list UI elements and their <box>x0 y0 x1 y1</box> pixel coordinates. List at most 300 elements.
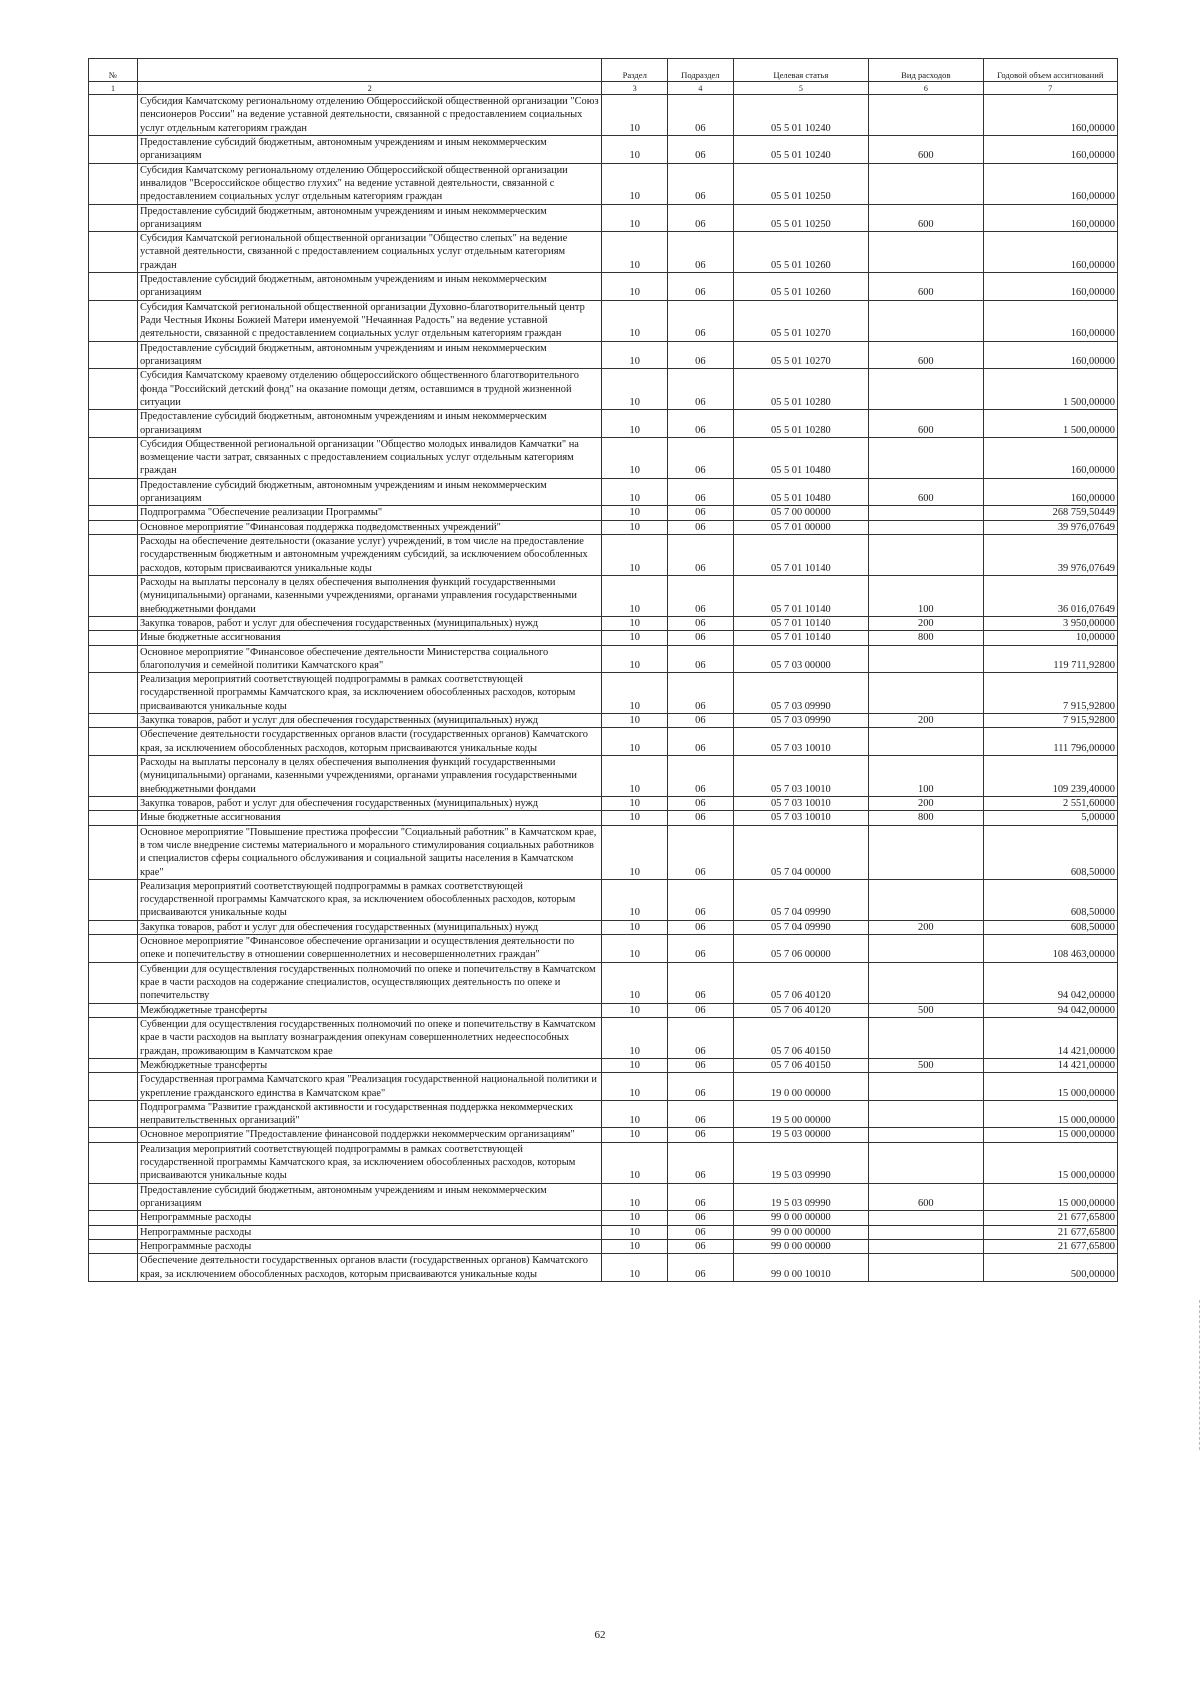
section-code-cell: 10 <box>602 673 668 714</box>
expense-type-cell <box>869 1225 984 1239</box>
expense-type-cell <box>869 95 984 136</box>
target-article-cell: 05 7 03 09990 <box>733 714 868 728</box>
subsection-code-cell: 06 <box>668 631 734 645</box>
expense-name-cell: Субсидия Камчатскому краевому отделению общероссийского общественного благотворительного фонда "Российский детский фонд" на оказание помощи детям, оставшимся в трудной жизненной ситуации <box>137 369 602 410</box>
amount-cell: 160,00000 <box>983 135 1117 163</box>
row-number-cell <box>89 1183 138 1211</box>
subsection-code-cell: 06 <box>668 1003 734 1017</box>
row-number-cell <box>89 645 138 673</box>
subsection-code-cell: 06 <box>668 1239 734 1253</box>
subsection-code-cell: 06 <box>668 437 734 478</box>
table-row <box>89 811 1118 825</box>
table-row <box>89 1254 1118 1282</box>
amount-cell: 94 042,00000 <box>983 962 1117 1003</box>
section-code-cell: 10 <box>602 135 668 163</box>
amount-cell: 15 000,00000 <box>983 1073 1117 1101</box>
amount-cell: 109 239,40000 <box>983 756 1117 797</box>
amount-cell: 160,00000 <box>983 300 1117 341</box>
expense-type-cell: 200 <box>869 796 984 810</box>
row-number-cell <box>89 631 138 645</box>
row-number-cell <box>89 369 138 410</box>
amount-cell: 15 000,00000 <box>983 1142 1117 1183</box>
table-row <box>89 616 1118 630</box>
table-row <box>89 341 1118 369</box>
target-article-cell: 05 7 03 10010 <box>733 756 868 797</box>
subsection-code-cell: 06 <box>668 1058 734 1072</box>
target-article-cell: 05 7 01 10140 <box>733 631 868 645</box>
row-number-cell <box>89 796 138 810</box>
row-number-cell <box>89 673 138 714</box>
table-row <box>89 920 1118 934</box>
table-row <box>89 673 1118 714</box>
expense-name-cell: Закупка товаров, работ и услуг для обеспечения государственных (муниципальных) нужд <box>137 616 602 630</box>
expense-type-cell <box>869 1254 984 1282</box>
target-article-cell: 05 7 01 10140 <box>733 616 868 630</box>
section-code-cell: 10 <box>602 410 668 438</box>
table-row <box>89 1225 1118 1239</box>
table-row <box>89 1183 1118 1211</box>
subsection-code-cell: 06 <box>668 300 734 341</box>
index-cell: 6 <box>869 82 984 95</box>
amount-cell: 10,00000 <box>983 631 1117 645</box>
table-row <box>89 935 1118 963</box>
row-number-cell <box>89 728 138 756</box>
expense-name-cell: Расходы на обеспечение деятельности (оказание услуг) учреждений, в том числе на предоставление государственным бюджетным и автономным учреждениям субсидий, за исключением обособленных расходов, которым присваиваются уникальные коды <box>137 535 602 576</box>
subsection-code-cell: 06 <box>668 575 734 616</box>
row-number-cell <box>89 300 138 341</box>
table-row <box>89 575 1118 616</box>
expense-name-cell: Основное мероприятие "Предоставление финансовой поддержки некоммерческим организациям" <box>137 1128 602 1142</box>
amount-cell: 14 421,00000 <box>983 1058 1117 1072</box>
table-row <box>89 204 1118 232</box>
expense-name-cell: Субсидия Камчатскому региональному отделению Общероссийской общественной организации "Союз пенсионеров России" на ведение уставной деятельности, связанной с предоставлением социальных услуг отдельным категориям граждан <box>137 95 602 136</box>
row-number-cell <box>89 616 138 630</box>
expense-name-cell: Предоставление субсидий бюджетным, автономным учреждениям и иным некоммерческим организациям <box>137 135 602 163</box>
amount-cell: 39 976,07649 <box>983 535 1117 576</box>
budget-table <box>88 58 1118 1282</box>
target-article-cell: 05 7 06 40120 <box>733 1003 868 1017</box>
amount-cell: 608,50000 <box>983 825 1117 879</box>
expense-name-cell: Предоставление субсидий бюджетным, автономным учреждениям и иным некоммерческим организациям <box>137 204 602 232</box>
target-article-cell: 05 5 01 10260 <box>733 273 868 301</box>
amount-cell: 1 500,00000 <box>983 410 1117 438</box>
expense-type-cell <box>869 673 984 714</box>
section-code-cell: 10 <box>602 714 668 728</box>
target-article-cell: 05 5 01 10240 <box>733 95 868 136</box>
target-article-cell: 05 7 04 09990 <box>733 920 868 934</box>
amount-cell: 160,00000 <box>983 204 1117 232</box>
budget-table-page <box>88 58 1118 1282</box>
subsection-code-cell: 06 <box>668 1142 734 1183</box>
expense-type-cell: 600 <box>869 341 984 369</box>
section-code-cell: 10 <box>602 728 668 756</box>
section-code-cell: 10 <box>602 1017 668 1058</box>
page-number: 62 <box>594 1629 606 1641</box>
section-code-cell: 10 <box>602 575 668 616</box>
expense-name-cell: Иные бюджетные ассигнования <box>137 811 602 825</box>
target-article-cell: 05 7 01 10140 <box>733 535 868 576</box>
subsection-code-cell: 06 <box>668 935 734 963</box>
table-row <box>89 520 1118 534</box>
section-code-cell: 10 <box>602 811 668 825</box>
row-number-cell <box>89 437 138 478</box>
table-row <box>89 1003 1118 1017</box>
section-code-cell: 10 <box>602 631 668 645</box>
amount-cell: 21 677,65800 <box>983 1239 1117 1253</box>
expense-type-cell <box>869 1017 984 1058</box>
expense-type-cell <box>869 437 984 478</box>
subsection-code-cell: 06 <box>668 410 734 438</box>
amount-cell: 160,00000 <box>983 478 1117 506</box>
subsection-code-cell: 06 <box>668 204 734 232</box>
section-code-cell: 10 <box>602 163 668 204</box>
expense-type-cell <box>869 825 984 879</box>
amount-cell: 108 463,00000 <box>983 935 1117 963</box>
section-code-cell: 10 <box>602 1183 668 1211</box>
amount-cell: 21 677,65800 <box>983 1211 1117 1225</box>
row-number-cell <box>89 1225 138 1239</box>
row-number-cell <box>89 1017 138 1058</box>
table-row <box>89 1100 1118 1128</box>
expense-type-cell <box>869 1211 984 1225</box>
expense-name-cell: Непрограммные расходы <box>137 1225 602 1239</box>
target-article-cell: 05 5 01 10250 <box>733 163 868 204</box>
expense-type-cell: 600 <box>869 478 984 506</box>
expense-type-cell: 600 <box>869 1183 984 1211</box>
expense-type-cell: 200 <box>869 920 984 934</box>
expense-name-cell: Субсидия Камчатскому региональному отделению Общероссийской общественной организации инвалидов "Всероссийское общество глухих" на ведение уставной деятельности, связанной с предоставлением социальных услуг отдельным категориям граждан <box>137 163 602 204</box>
target-article-cell: 05 5 01 10260 <box>733 232 868 273</box>
section-code-cell: 10 <box>602 756 668 797</box>
section-code-cell: 10 <box>602 1073 668 1101</box>
subsection-code-cell: 06 <box>668 520 734 534</box>
expense-type-cell <box>869 1100 984 1128</box>
section-code-cell: 10 <box>602 1100 668 1128</box>
amount-cell: 39 976,07649 <box>983 520 1117 534</box>
target-article-cell: 19 5 03 09990 <box>733 1142 868 1183</box>
expense-type-cell: 100 <box>869 575 984 616</box>
row-number-cell <box>89 506 138 520</box>
table-row <box>89 1073 1118 1101</box>
expense-type-cell <box>869 232 984 273</box>
target-article-cell: 99 0 00 00000 <box>733 1225 868 1239</box>
table-index-row <box>89 82 1118 95</box>
expense-type-cell <box>869 1073 984 1101</box>
expense-name-cell: Основное мероприятие "Финансовая поддержка подведомственных учреждений" <box>137 520 602 534</box>
section-code-cell: 10 <box>602 535 668 576</box>
section-code-cell: 10 <box>602 1142 668 1183</box>
expense-type-cell <box>869 935 984 963</box>
target-article-cell: 05 7 03 10010 <box>733 728 868 756</box>
subsection-code-cell: 06 <box>668 811 734 825</box>
section-code-cell: 10 <box>602 273 668 301</box>
subsection-code-cell: 06 <box>668 1183 734 1211</box>
section-code-cell: 10 <box>602 1239 668 1253</box>
row-number-cell <box>89 714 138 728</box>
section-code-cell: 10 <box>602 478 668 506</box>
header-section: Раздел <box>602 59 668 82</box>
expense-name-cell: Непрограммные расходы <box>137 1211 602 1225</box>
amount-cell: 160,00000 <box>983 341 1117 369</box>
target-article-cell: 05 7 03 09990 <box>733 673 868 714</box>
expense-name-cell: Реализация мероприятий соответствующей подпрограммы в рамках соответствующей государственной программы Камчатского края, за исключением обособленных расходов, которым присваиваются уникальные коды <box>137 879 602 920</box>
amount-cell: 15 000,00000 <box>983 1128 1117 1142</box>
expense-type-cell: 500 <box>869 1003 984 1017</box>
target-article-cell: 99 0 00 00000 <box>733 1211 868 1225</box>
target-article-cell: 19 5 00 00000 <box>733 1100 868 1128</box>
subsection-code-cell: 06 <box>668 369 734 410</box>
table-row <box>89 506 1118 520</box>
table-body <box>89 95 1118 1282</box>
section-code-cell: 10 <box>602 1211 668 1225</box>
table-row <box>89 1058 1118 1072</box>
subsection-code-cell: 06 <box>668 1017 734 1058</box>
expense-type-cell <box>869 728 984 756</box>
table-row <box>89 95 1118 136</box>
amount-cell: 500,00000 <box>983 1254 1117 1282</box>
table-row <box>89 796 1118 810</box>
target-article-cell: 05 5 01 10280 <box>733 410 868 438</box>
amount-cell: 7 915,92800 <box>983 714 1117 728</box>
header-number: № <box>89 59 138 82</box>
table-row <box>89 962 1118 1003</box>
section-code-cell: 10 <box>602 1254 668 1282</box>
amount-cell: 119 711,92800 <box>983 645 1117 673</box>
section-code-cell: 10 <box>602 1058 668 1072</box>
expense-name-cell: Государственная программа Камчатского края "Реализация государственной национальной политики и укрепление гражданского единства в Камчатском крае" <box>137 1073 602 1101</box>
row-number-cell <box>89 232 138 273</box>
table-row <box>89 1142 1118 1183</box>
expense-name-cell: Иные бюджетные ассигнования <box>137 631 602 645</box>
expense-type-cell <box>869 300 984 341</box>
row-number-cell <box>89 1003 138 1017</box>
table-row <box>89 163 1118 204</box>
subsection-code-cell: 06 <box>668 796 734 810</box>
section-code-cell: 10 <box>602 232 668 273</box>
expense-name-cell: Расходы на выплаты персоналу в целях обеспечения выполнения функций государственными (муниципальными) органами, казенными учреждениями, органами управления государственными внебюджетными фондами <box>137 756 602 797</box>
subsection-code-cell: 06 <box>668 616 734 630</box>
index-cell: 3 <box>602 82 668 95</box>
table-row <box>89 135 1118 163</box>
row-number-cell <box>89 1073 138 1101</box>
target-article-cell: 05 5 01 10240 <box>733 135 868 163</box>
row-number-cell <box>89 341 138 369</box>
target-article-cell: 05 7 04 00000 <box>733 825 868 879</box>
target-article-cell: 05 7 01 10140 <box>733 575 868 616</box>
expense-type-cell: 600 <box>869 204 984 232</box>
expense-type-cell <box>869 1239 984 1253</box>
expense-type-cell <box>869 645 984 673</box>
section-code-cell: 10 <box>602 920 668 934</box>
section-code-cell: 10 <box>602 825 668 879</box>
amount-cell: 160,00000 <box>983 232 1117 273</box>
section-code-cell: 10 <box>602 300 668 341</box>
expense-name-cell: Основное мероприятие "Финансовое обеспечение организации и осуществления деятельности по опеке и попечительству в отношении совершеннолетних и несовершеннолетних граждан" <box>137 935 602 963</box>
expense-name-cell: Подпрограмма "Развитие гражданской активности и государственная поддержка некоммерческих неправительственных организаций" <box>137 1100 602 1128</box>
index-cell: 7 <box>983 82 1117 95</box>
expense-type-cell: 600 <box>869 273 984 301</box>
subsection-code-cell: 06 <box>668 1254 734 1282</box>
subsection-code-cell: 06 <box>668 645 734 673</box>
target-article-cell: 05 7 06 40150 <box>733 1017 868 1058</box>
header-annual-amount: Годовой объем ассигнований <box>983 59 1117 82</box>
amount-cell: 111 796,00000 <box>983 728 1117 756</box>
section-code-cell: 10 <box>602 962 668 1003</box>
row-number-cell <box>89 1254 138 1282</box>
expense-type-cell <box>869 163 984 204</box>
expense-type-cell <box>869 1142 984 1183</box>
table-row <box>89 1128 1118 1142</box>
subsection-code-cell: 06 <box>668 232 734 273</box>
section-code-cell: 10 <box>602 95 668 136</box>
table-row <box>89 535 1118 576</box>
expense-name-cell: Предоставление субсидий бюджетным, автономным учреждениям и иным некоммерческим организациям <box>137 341 602 369</box>
row-number-cell <box>89 920 138 934</box>
expense-name-cell: Субвенции для осуществления государственных полномочий по опеке и попечительству в Камчатском крае в части расходов на содержание специалистов, осуществляющих деятельность по опеке и попечительству <box>137 962 602 1003</box>
subsection-code-cell: 06 <box>668 962 734 1003</box>
expense-name-cell: Расходы на выплаты персоналу в целях обеспечения выполнения функций государственными (муниципальными) органами, казенными учреждениями, органами управления государственными внебюджетными фондами <box>137 575 602 616</box>
expense-type-cell: 600 <box>869 410 984 438</box>
target-article-cell: 19 5 03 09990 <box>733 1183 868 1211</box>
target-article-cell: 19 5 03 00000 <box>733 1128 868 1142</box>
subsection-code-cell: 06 <box>668 135 734 163</box>
table-row <box>89 1017 1118 1058</box>
expense-name-cell: Реализация мероприятий соответствующей подпрограммы в рамках соответствующей государственной программы Камчатского края, за исключением обособленных расходов, которым присваиваются уникальные коды <box>137 673 602 714</box>
row-number-cell <box>89 1100 138 1128</box>
amount-cell: 160,00000 <box>983 273 1117 301</box>
row-number-cell <box>89 756 138 797</box>
subsection-code-cell: 06 <box>668 1073 734 1101</box>
target-article-cell: 05 7 06 40120 <box>733 962 868 1003</box>
amount-cell: 15 000,00000 <box>983 1183 1117 1211</box>
table-row <box>89 369 1118 410</box>
expense-type-cell <box>869 520 984 534</box>
section-code-cell: 10 <box>602 341 668 369</box>
row-number-cell <box>89 163 138 204</box>
subsection-code-cell: 06 <box>668 1128 734 1142</box>
expense-name-cell: Закупка товаров, работ и услуг для обеспечения государственных (муниципальных) нужд <box>137 796 602 810</box>
target-article-cell: 05 5 01 10270 <box>733 300 868 341</box>
expense-type-cell: 200 <box>869 616 984 630</box>
amount-cell: 36 016,07649 <box>983 575 1117 616</box>
subsection-code-cell: 06 <box>668 714 734 728</box>
target-article-cell: 05 7 06 00000 <box>733 935 868 963</box>
target-article-cell: 05 7 03 10010 <box>733 796 868 810</box>
table-row <box>89 300 1118 341</box>
subsection-code-cell: 06 <box>668 825 734 879</box>
subsection-code-cell: 06 <box>668 1211 734 1225</box>
table-row <box>89 825 1118 879</box>
expense-name-cell: Субсидия Камчатской региональной общественной организации "Общество слепых" на ведение уставной деятельности, связанной с предоставлением социальных услуг отдельным категориям граждан <box>137 232 602 273</box>
expense-type-cell: 200 <box>869 714 984 728</box>
table-row <box>89 232 1118 273</box>
expense-type-cell <box>869 506 984 520</box>
expense-name-cell: Предоставление субсидий бюджетным, автономным учреждениям и иным некоммерческим организациям <box>137 1183 602 1211</box>
expense-type-cell: 100 <box>869 756 984 797</box>
expense-name-cell: Межбюджетные трансферты <box>137 1003 602 1017</box>
section-code-cell: 10 <box>602 506 668 520</box>
expense-type-cell <box>869 962 984 1003</box>
expense-name-cell: Подпрограмма "Обеспечение реализации Программы" <box>137 506 602 520</box>
table-row <box>89 879 1118 920</box>
table-row <box>89 273 1118 301</box>
row-number-cell <box>89 1239 138 1253</box>
expense-name-cell: Обеспечение деятельности государственных органов власти (государственных органов) Камчатского края, за исключением обособленных расходов, которым присваиваются уникальные коды <box>137 728 602 756</box>
section-code-cell: 10 <box>602 616 668 630</box>
expense-type-cell: 800 <box>869 631 984 645</box>
expense-type-cell: 500 <box>869 1058 984 1072</box>
amount-cell: 7 915,92800 <box>983 673 1117 714</box>
amount-cell: 3 950,00000 <box>983 616 1117 630</box>
target-article-cell: 05 7 00 00000 <box>733 506 868 520</box>
target-article-cell: 05 5 01 10280 <box>733 369 868 410</box>
row-number-cell <box>89 95 138 136</box>
target-article-cell: 05 7 01 00000 <box>733 520 868 534</box>
row-number-cell <box>89 520 138 534</box>
target-article-cell: 05 5 01 10480 <box>733 437 868 478</box>
header-name <box>137 59 602 82</box>
amount-cell: 5,00000 <box>983 811 1117 825</box>
row-number-cell <box>89 1128 138 1142</box>
expense-type-cell: 800 <box>869 811 984 825</box>
target-article-cell: 05 5 01 10480 <box>733 478 868 506</box>
expense-name-cell: Предоставление субсидий бюджетным, автономным учреждениям и иным некоммерческим организациям <box>137 273 602 301</box>
table-row <box>89 645 1118 673</box>
subsection-code-cell: 06 <box>668 1225 734 1239</box>
expense-name-cell: Субсидия Общественной региональной организации "Общество молодых инвалидов Камчатки" на возмещение части затрат, связанных с предоставлением социальных услуг отдельным категориям граждан <box>137 437 602 478</box>
section-code-cell: 10 <box>602 369 668 410</box>
row-number-cell <box>89 1211 138 1225</box>
table-row <box>89 410 1118 438</box>
row-number-cell <box>89 962 138 1003</box>
amount-cell: 160,00000 <box>983 95 1117 136</box>
amount-cell: 160,00000 <box>983 437 1117 478</box>
target-article-cell: 05 7 03 10010 <box>733 811 868 825</box>
amount-cell: 2 551,60000 <box>983 796 1117 810</box>
expense-name-cell: Субвенции для осуществления государственных полномочий по опеке и попечительству в Камчатском крае в части расходов на выплату вознаграждения опекунам совершеннолетних недееспособных граждан, проживающим в Камчатском крае <box>137 1017 602 1058</box>
expense-name-cell: Реализация мероприятий соответствующей подпрограммы в рамках соответствующей государственной программы Камчатского края, за исключением обособленных расходов, которым присваиваются уникальные коды <box>137 1142 602 1183</box>
subsection-code-cell: 06 <box>668 535 734 576</box>
header-subsection: Подраздел <box>668 59 734 82</box>
row-number-cell <box>89 879 138 920</box>
expense-name-cell: Непрограммные расходы <box>137 1239 602 1253</box>
expense-name-cell: Межбюджетные трансферты <box>137 1058 602 1072</box>
table-row <box>89 478 1118 506</box>
expense-name-cell: Закупка товаров, работ и услуг для обеспечения государственных (муниципальных) нужд <box>137 920 602 934</box>
target-article-cell: 19 0 00 00000 <box>733 1073 868 1101</box>
subsection-code-cell: 06 <box>668 273 734 301</box>
amount-cell: 21 677,65800 <box>983 1225 1117 1239</box>
subsection-code-cell: 06 <box>668 920 734 934</box>
header-target-article: Целевая статья <box>733 59 868 82</box>
index-cell: 5 <box>733 82 868 95</box>
row-number-cell <box>89 410 138 438</box>
expense-name-cell: Закупка товаров, работ и услуг для обеспечения государственных (муниципальных) нужд <box>137 714 602 728</box>
section-code-cell: 10 <box>602 204 668 232</box>
row-number-cell <box>89 204 138 232</box>
table-row <box>89 1239 1118 1253</box>
subsection-code-cell: 06 <box>668 879 734 920</box>
subsection-code-cell: 06 <box>668 1100 734 1128</box>
section-code-cell: 10 <box>602 1128 668 1142</box>
expense-type-cell <box>869 369 984 410</box>
section-code-cell: 10 <box>602 796 668 810</box>
table-header-row <box>89 59 1118 82</box>
target-article-cell: 99 0 00 00000 <box>733 1239 868 1253</box>
target-article-cell: 05 5 01 10250 <box>733 204 868 232</box>
expense-type-cell <box>869 1128 984 1142</box>
table-row <box>89 756 1118 797</box>
